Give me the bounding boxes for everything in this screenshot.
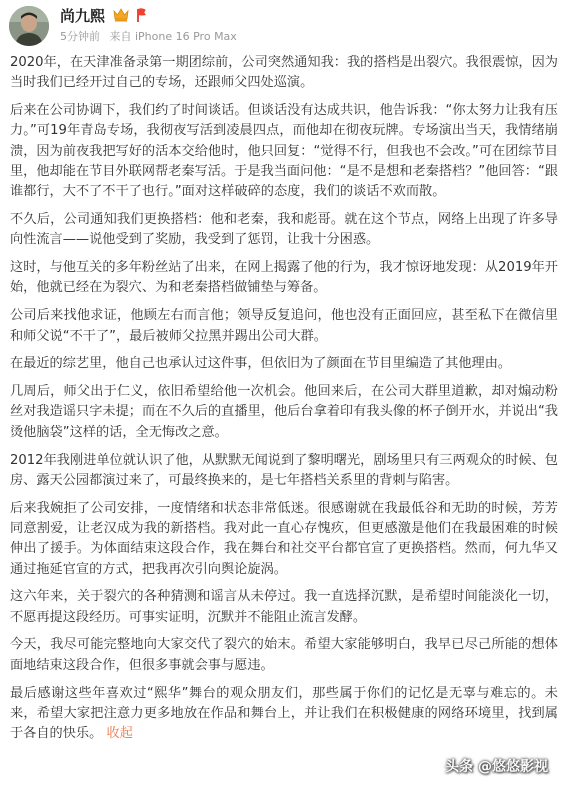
post-paragraph: 在最近的综艺里，他自己也承认过这件事，但依旧为了颜面在节目里编造了其他理由。 xyxy=(10,356,512,372)
collapse-link[interactable]: 收起 xyxy=(106,726,133,742)
watermark: 头条 @悠悠影视 xyxy=(445,759,548,775)
post-paragraph: 几周后，师父出于仁义，依旧希望给他一次机会。他回来后，在公司大群里道歉，却对煽动粉丝对我造谣只字未提；而在不久后的直播里，他后台拿着印有我头像的杯子倒开水，并说出“我烫他脑袋”这样的话，全无悔改之意。 xyxy=(10,384,558,440)
post-time: 5分钟前 xyxy=(60,30,100,43)
post-paragraph: 不久后，公司通知我们更换搭档：他和老秦，我和彪哥。就在这个节点，网络上出现了许多导向性流言——说他受到了奖励，我受到了惩罚，让我十分困惑。 xyxy=(10,212,558,248)
post-paragraph: 今天，我尽可能完整地向大家交代了裂穴的始末。希望大家能够明白，我早已尽己所能的想体面地结束这段合作，但很多事就会事与愿违。 xyxy=(10,637,558,673)
post-paragraph: 这时，与他互关的多年粉丝站了出来，在网上揭露了他的行为，我才惊讶地发现：从2019年开始，他就已经在为裂穴、为和老秦搭档做铺垫与筹备。 xyxy=(10,260,558,296)
post-header xyxy=(0,0,564,52)
post-paragraph: 后来在公司协调下，我们约了时间谈话。但谈话没有达成共识，他告诉我：“你太努力让我有压力。”可19年青岛专场，我彻夜写活到凌晨四点，而他却在彻夜玩牌。专场演出当天，我情绪崩溃，因为前夜我把写好的活本交给他时，他只回复：“觉得不行，但我也不会改。”可在团综节目里，他却能在节目外联网帮老秦写活。于是我当面问他：“是不是想和老秦搭档？”他回答：“跟谁都行，大不了不干了也行。”面对这样破碎的态度，我们的谈话不欢而散。 xyxy=(10,103,558,200)
crown-badge-icon[interactable] xyxy=(112,7,130,23)
post-paragraph: 2012年我刚进单位就认识了他，从默默无闻说到了黎明曙光，剧场里只有三两观众的时候、包房、露天公园都演过来了，可最终换来的，是七年搭档关系里的背刺与陷害。 xyxy=(10,452,558,488)
avatar-image xyxy=(9,6,49,46)
post-paragraph: 2020年，在天津准备录第一期团综前，公司突然通知我：我的搭档是出裂穴。我很震惊，因为当时我们已经开过自己的专场，还跟师父四处巡演。 xyxy=(10,55,558,91)
post-body xyxy=(10,53,558,752)
post-source: 来自 iPhone 16 Pro Max xyxy=(109,30,237,43)
post-meta xyxy=(60,30,243,44)
post-paragraph-text: 最后感谢这些年喜欢过“熙华”舞台的观众朋友们，那些属于你们的记忆是无辜与难忘的。未来，希望大家把注意力更多地放在作品和舞台上，并让我们在积极健康的网络环境里，找到属于各自的快乐。 xyxy=(10,685,558,742)
post-paragraph: 后来我婉拒了公司安排，一度情绪和状态非常低迷。很感谢就在我最低谷和无助的时候，芳芳同意割爱，让老汉成为我的新搭档。我对此一直心存愧疚，但更感激是他们在我最困难的时候伸出了援手。为体面结束这段合作，我在舞台和社交平台都官宣了更换搭档。然而，何九华又通过拖延官宣的方式，把我再次引向舆论旋涡。 xyxy=(10,500,558,577)
avatar[interactable] xyxy=(9,6,49,46)
post-paragraph-last xyxy=(10,684,558,745)
author-name[interactable]: 尚九熙 xyxy=(60,7,106,25)
flag-badge-icon[interactable] xyxy=(134,7,148,23)
post-paragraph: 公司后来找他求证，他顾左右而言他；领导反复追问，他也没有正面回应，甚至私下在微信里和师父说“不干了”，最后被师父拉黑并踢出公司大群。 xyxy=(10,308,558,344)
post-paragraph: 这六年来，关于裂穴的各种猜测和谣言从未停过。我一直选择沉默，是希望时间能淡化一切，不愿再提这段经历。可事实证明，沉默并不能阻止流言发酵。 xyxy=(10,589,558,625)
